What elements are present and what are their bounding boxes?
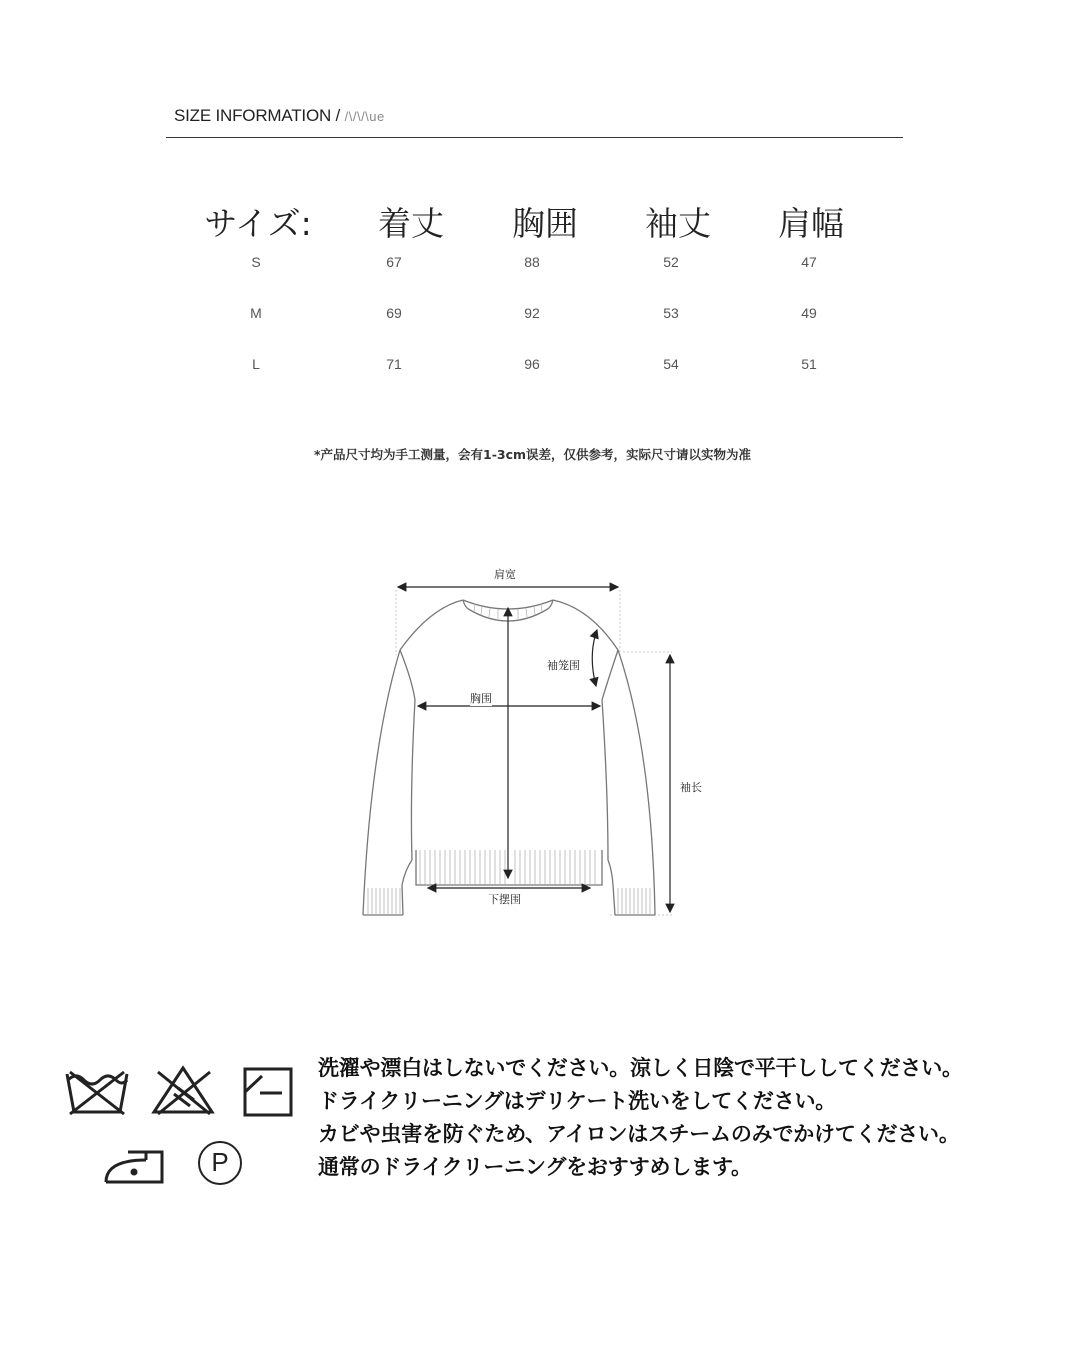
row-shoulder: 49 <box>801 305 817 321</box>
measurement-arrows <box>398 587 670 912</box>
care-icons <box>60 1060 305 1195</box>
care-line: 通常のドライクリーニングをおすすめします。 <box>318 1155 752 1179</box>
care-line: ドライクリーニングはデリケート洗いをしてください。 <box>318 1089 837 1113</box>
sleeve-column-header: 袖丈 <box>645 204 711 243</box>
row-chest: 96 <box>524 356 540 372</box>
header-title <box>174 106 385 126</box>
rib-hatching <box>368 604 650 914</box>
hem-label: 下摆围 <box>488 893 521 906</box>
row-length: 67 <box>386 254 402 270</box>
no-wash-icon <box>64 1066 130 1116</box>
no-bleach-icon <box>150 1064 216 1116</box>
armhole-label: 袖笼围 <box>547 659 580 672</box>
row-length: 69 <box>386 305 402 321</box>
size-information-header <box>166 104 903 138</box>
row-size: S <box>251 254 261 270</box>
row-size: L <box>252 356 260 372</box>
dry-clean-p-icon: P <box>198 1141 242 1185</box>
row-length: 71 <box>386 356 402 372</box>
shoulder-width-label: 肩宽 <box>494 568 516 581</box>
measurement-note: *产品尺寸均为手工测量，会有1-3cm误差，仅供参考，实际尺寸请以实物为准 <box>313 447 752 462</box>
length-column-header: 着丈 <box>378 204 444 243</box>
sweater-diagram-drawing <box>350 560 730 920</box>
row-sleeve: 52 <box>663 254 679 270</box>
chest-column-header: 胸囲 <box>512 204 578 243</box>
care-line: 洗濯や漂白はしないでください。涼しく日陰で平干ししてください。 <box>318 1056 963 1080</box>
shoulder-column-header: 肩幅 <box>778 204 844 243</box>
row-chest: 88 <box>524 254 540 270</box>
row-shoulder: 51 <box>801 356 817 372</box>
sleeve-length-label: 袖长 <box>680 781 702 794</box>
row-sleeve: 53 <box>663 305 679 321</box>
dry-flat-icon <box>242 1066 294 1118</box>
row-chest: 92 <box>524 305 540 321</box>
header-title-text: SIZE INFORMATION / <box>174 106 341 125</box>
row-size: M <box>250 305 262 321</box>
chest-label: 胸围 <box>470 692 492 705</box>
row-shoulder: 47 <box>801 254 817 270</box>
iron-low-icon <box>102 1142 166 1188</box>
row-sleeve: 54 <box>663 356 679 372</box>
care-instructions <box>318 1052 1078 1184</box>
care-line: カビや虫害を防ぐため、アイロンはスチームのみでかけてください。 <box>318 1122 960 1146</box>
header-subtitle: /\/\/\ue <box>344 109 385 124</box>
sweater-diagram <box>350 560 730 920</box>
sweater-outline <box>363 600 655 915</box>
size-column-header: サイズ: <box>204 204 312 243</box>
